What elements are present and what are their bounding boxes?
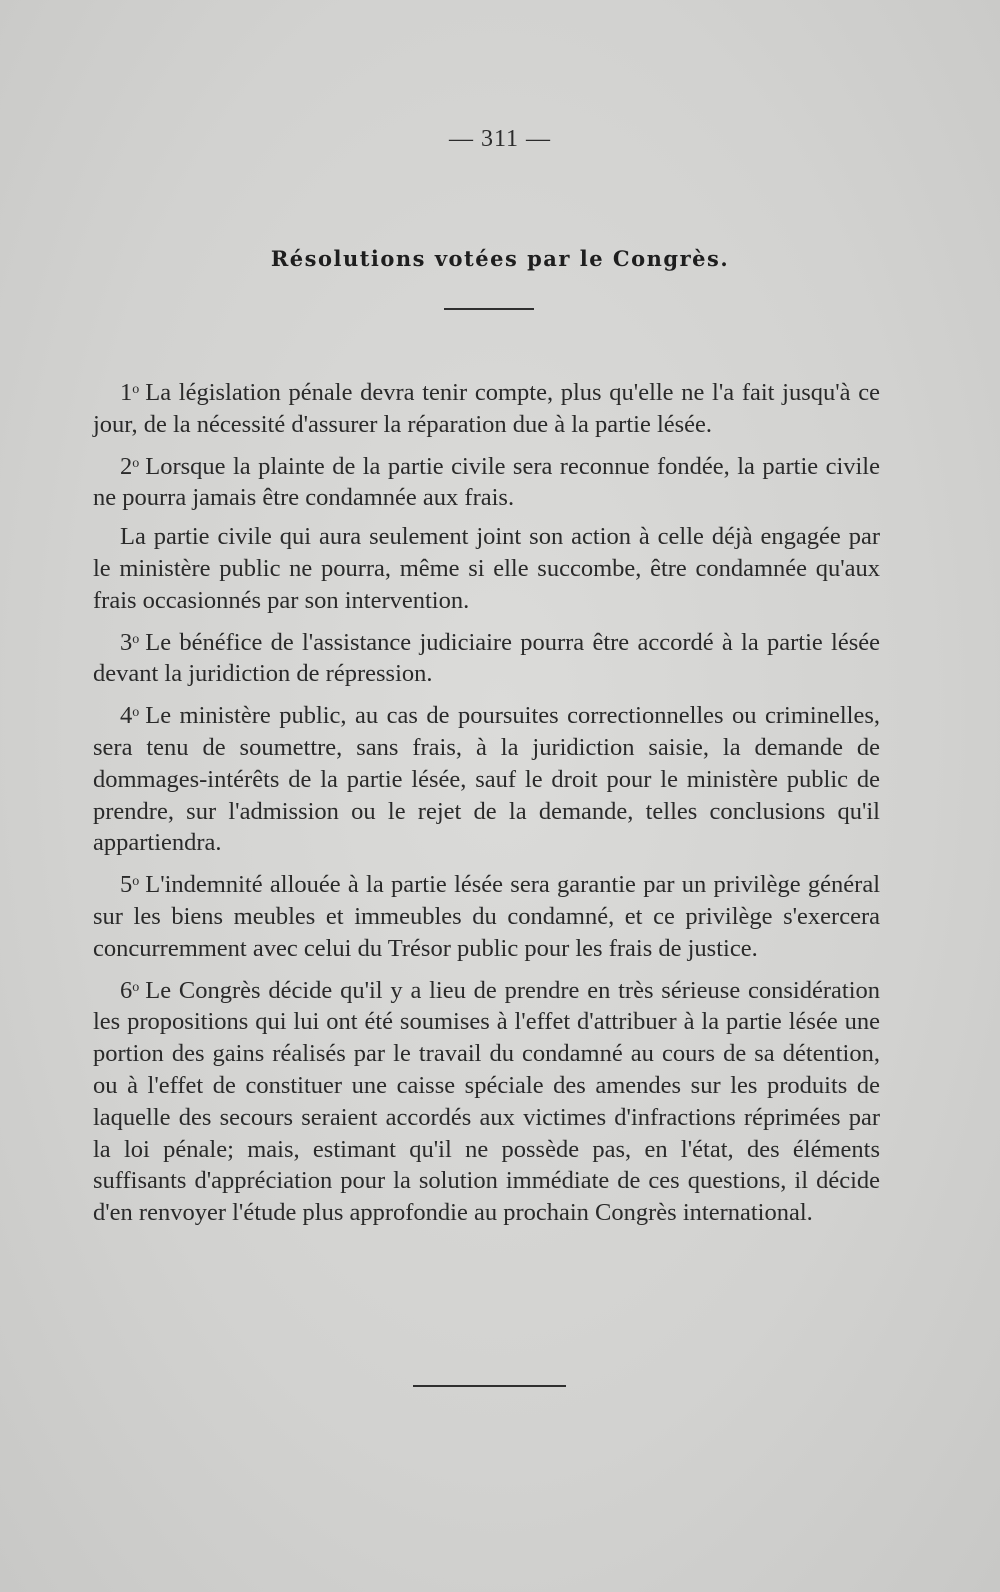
resolution-number: 6 — [120, 976, 133, 1004]
resolution-number: 3 — [120, 628, 133, 656]
resolution-text: Le ministère public, au cas de poursuites correctionnelles ou criminelles, sera tenu de soumettre, sans frais, à la juridiction saisie, la demande de dommages-intérêts de la partie lésée, sauf le droit pour le ministère public de prendre, sur l'admission ou le rejet de la demande, telles conclusions qu'il appartiendra. — [93, 702, 880, 857]
resolution-text: Le bénéfice de l'assistance judiciaire pourra être accordé à la partie lésée devant la juridiction de répression. — [93, 628, 880, 688]
resolutions-body — [93, 374, 880, 1236]
heading-divider — [444, 308, 534, 310]
section-heading: Résolutions votées par le Congrès. — [270, 246, 730, 271]
closing-divider — [413, 1385, 566, 1387]
resolution-text: Le Congrès décide qu'il y a lieu de prendre en très sérieuse considération les propositions qui lui ont été soumises à l'effet d'attribuer à la partie lésée une portion des gains réalisés par le travail du condamné au cours de sa détention, ou à l'effet de constituer une caisse spéciale des amendes sur les produits de laquelle des secours seraient accordés aux victimes d'infractions réprimées par la loi pénale; mais, estimant qu'il ne possède pas, en l'état, des éléments suffisants d'appréciation pour la solution immédiate de ces questions, il décide d'en renvoyer l'étude plus approfondie au prochain Congrès international. — [93, 976, 880, 1227]
resolution-number: 5 — [120, 871, 133, 899]
resolution-text: L'indemnité allouée à la partie lésée sera garantie par un privilège général sur les biens meubles et immeubles du condamné, et ce privilège s'exercera concurremment avec celui du Trésor public pour les frais de justice. — [93, 871, 880, 962]
resolution-text: Lorsque la plainte de la partie civile sera reconnue fondée, la partie civile ne pourra jamais être condamnée aux frais. — [93, 452, 880, 512]
resolution-paragraph-1 — [93, 374, 880, 441]
resolution-number: 1 — [120, 379, 133, 406]
resolution-paragraph-3 — [93, 624, 880, 691]
ordinal-marker: o — [132, 631, 140, 647]
resolution-text: La partie civile qui aura seulement joint son action à celle déjà engagée par le ministère public ne pourra, même si elle succombe, être condamnée qu'aux frais occasionnés par son intervention. — [93, 523, 880, 614]
resolution-paragraph-5 — [93, 866, 880, 964]
ordinal-marker: o — [132, 979, 140, 995]
ordinal-marker: o — [132, 705, 140, 721]
resolution-paragraph-2b — [93, 521, 880, 616]
resolution-number: 2 — [120, 452, 133, 480]
resolution-paragraph-4 — [93, 697, 880, 859]
resolution-paragraph-2 — [93, 448, 880, 515]
resolution-number: 4 — [120, 702, 133, 730]
ordinal-marker: o — [132, 382, 140, 397]
ordinal-marker: o — [132, 455, 140, 471]
ordinal-marker: o — [132, 874, 140, 890]
resolution-paragraph-6 — [93, 972, 880, 1229]
page-number: — 311 — — [448, 126, 552, 152]
resolution-text: La législation pénale devra tenir compte, plus qu'elle ne l'a fait jusqu'à ce jour, de la nécessité d'assurer la réparation due à la partie lésée. — [93, 379, 880, 438]
